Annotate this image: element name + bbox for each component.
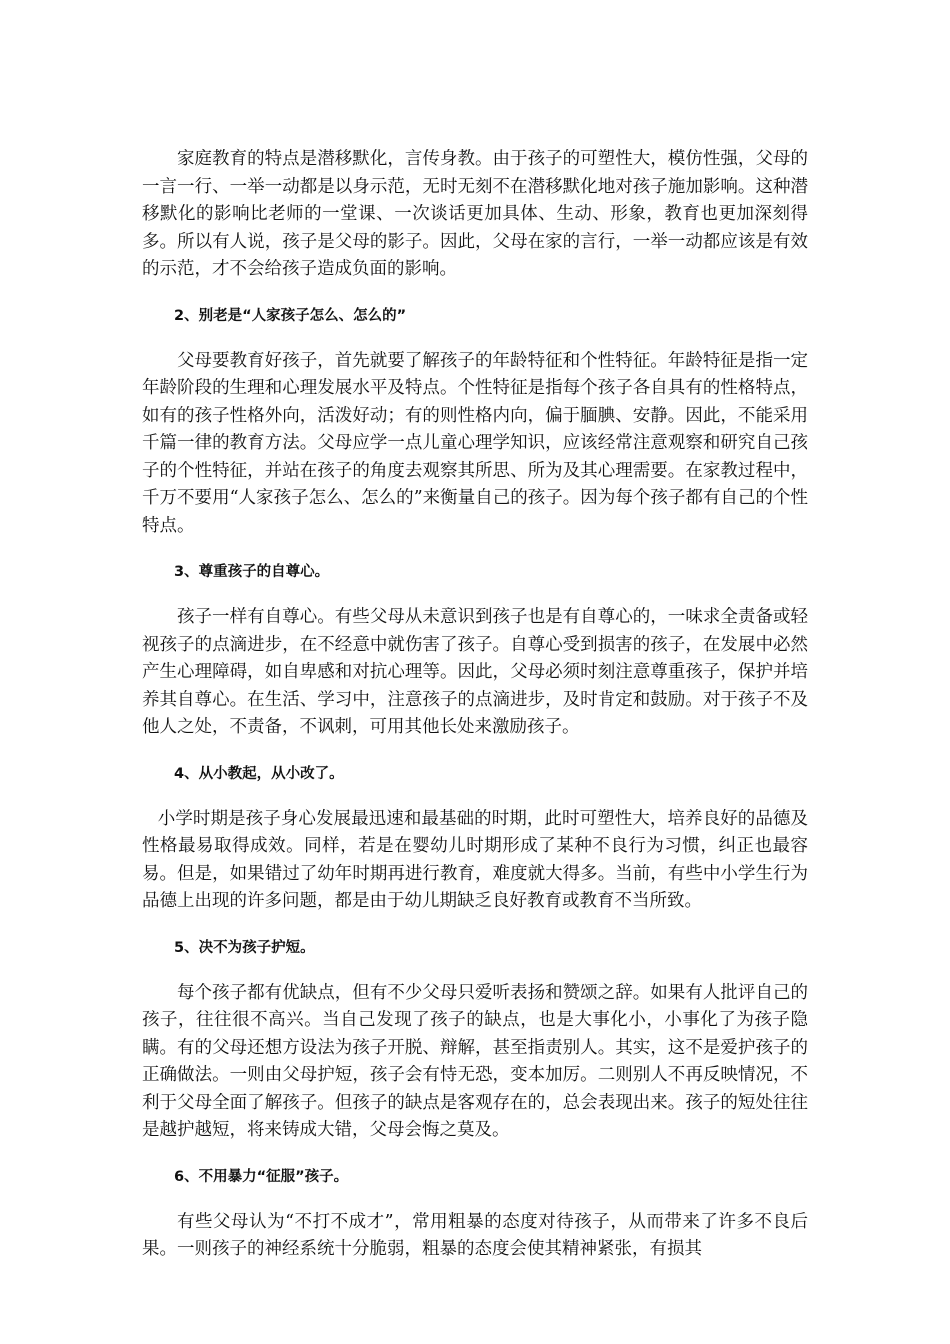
paragraph-section-4: 小学时期是孩子身心发展最迅速和最基础的时期，此时可塑性大，培养良好的品德及性格最易取得成效。同样，若是在婴幼儿时期形成了某种不良行为习惯，纠正也最容易。但是，如果错过了幼年时期再进行教育，难度就大得多。当前，有些中小学生行为品德上出现的许多问题，都是由于幼儿期缺乏良好教育或教育不当所致。 [142,808,808,911]
document-body [142,146,808,1264]
section-heading-4: 4、从小教起，从小改了。 [174,765,344,782]
paragraph-section-3: 孩子一样有自尊心。有些父母从未意识到孩子也是有自尊心的，一味求全责备或轻视孩子的点滴进步，在不经意中就伤害了孩子。自尊心受到损害的孩子，在发展中必然产生心理障碍，如自卑感和对抗心理等。因此，父母必须时刻注意尊重孩子，保护并培养其自尊心。在生活、学习中，注意孩子的点滴进步，及时肯定和鼓励。对于孩子不及他人之处，不责备，不讽刺，可用其他长处来激励孩子。 [142,607,808,737]
paragraph-section-5: 每个孩子都有优缺点，但有不少父母只爱听表扬和赞颂之辞。如果有人批评自己的孩子，往往很不高兴。当自己发现了孩子的缺点，也是大事化小，小事化了为孩子隐瞒。有的父母还想方设法为孩子开脱、辩解，甚至指责别人。其实，这不是爱护孩子的正确做法。一则由父母护短，孩子会有恃无恐，变本加厉。二则别人不再反映情况，不利于父母全面了解孩子。但孩子的缺点是客观存在的，总会表现出来。孩子的短处往往是越护越短，将来铸成大错，父母会悔之莫及。 [142,982,808,1140]
paragraph-section-2: 父母要教育好孩子，首先就要了解孩子的年龄特征和个性特征。年龄特征是指一定年龄阶段的生理和心理发展水平及特点。个性特征是指每个孩子各自具有的性格特点，如有的孩子性格外向，活泼好动；有的则性格内向，偏于腼腆、安静。因此，不能采用千篇一律的教育方法。父母应学一点儿童心理学知识，应该经常注意观察和研究自己孩子的个性特征，并站在孩子的角度去观察其所思、所为及其心理需要。在家教过程中，千万不要用“人家孩子怎么、怎么的”来衡量自己的孩子。因为每个孩子都有自己的个性特点。 [142,350,808,536]
paragraph-intro: 家庭教育的特点是潜移默化，言传身教。由于孩子的可塑性大，模仿性强，父母的一言一行、一举一动都是以身示范，无时无刻不在潜移默化地对孩子施加影响。这种潜移默化的影响比老师的一堂课、一次谈话更加具体、生动、形象，教育也更加深刻得多。所以有人说，孩子是父母的影子。因此，父母在家的言行，一举一动都应该是有效的示范，才不会给孩子造成负面的影响。 [142,149,808,279]
section-heading-2: 2、别老是“人家孩子怎么、怎么的” [174,307,407,324]
paragraph-section-6: 有些父母认为“不打不成才”，常用粗暴的态度对待孩子，从而带来了许多不良后果。一则孩子的神经系统十分脆弱，粗暴的态度会使其精神紧张，有损其 [142,1211,808,1259]
section-heading-6: 6、不用暴力“征服”孩子。 [174,1168,349,1185]
section-heading-3: 3、尊重孩子的自尊心。 [174,564,330,580]
section-heading-5: 5、决不为孩子护短。 [174,939,315,956]
